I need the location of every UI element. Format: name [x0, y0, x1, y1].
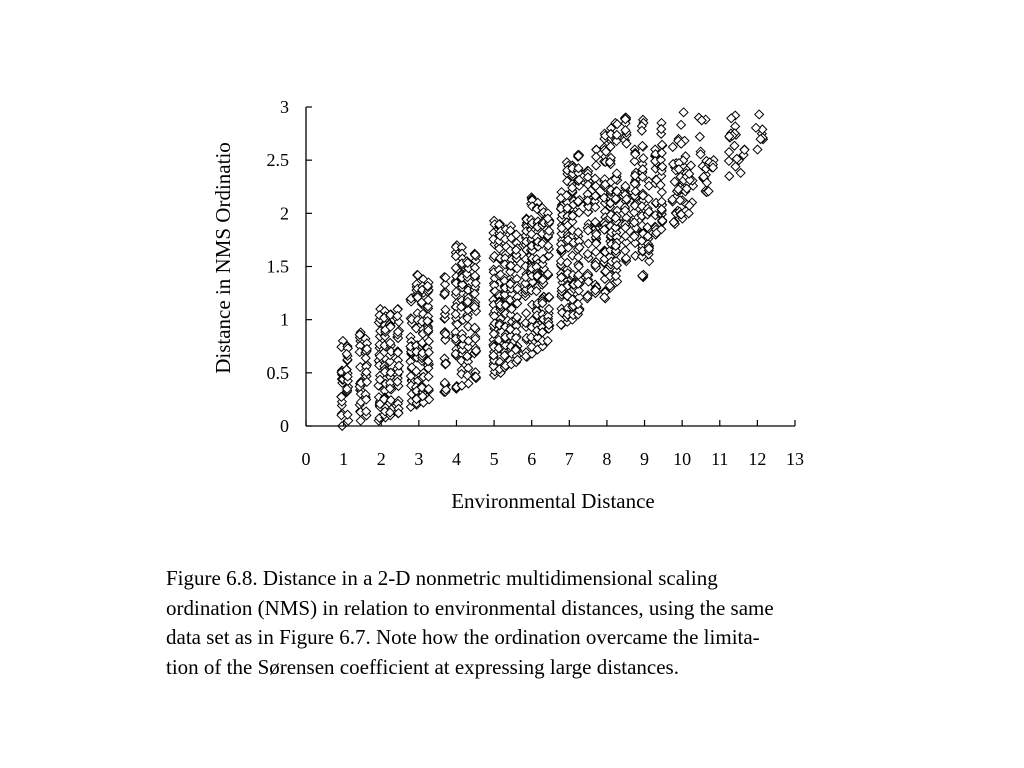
- y-tick-label: 0: [280, 416, 289, 436]
- x-tick-label: 13: [786, 449, 804, 469]
- x-tick-label: 0: [301, 449, 311, 469]
- data-point: [725, 172, 734, 181]
- x-tick-label: 2: [376, 449, 386, 469]
- data-point: [725, 148, 734, 157]
- y-tick-label: 0.5: [266, 362, 289, 383]
- y-tick-label: 1.5: [266, 256, 289, 277]
- data-point: [687, 161, 696, 170]
- data-point: [730, 141, 739, 150]
- y-tick-label: 3: [280, 97, 289, 117]
- data-point: [695, 132, 704, 141]
- data-points: [337, 108, 768, 430]
- y-tick-label: 2: [280, 203, 289, 224]
- x-tick-label: 8: [602, 449, 612, 469]
- data-point: [621, 246, 630, 255]
- x-tick-label: 12: [748, 449, 767, 469]
- data-point: [591, 248, 600, 257]
- data-point: [724, 157, 733, 166]
- x-tick-label: 4: [451, 449, 461, 469]
- x-axis-title: Environmental Distance: [451, 489, 655, 513]
- x-tick-label: 3: [414, 449, 424, 469]
- data-point: [592, 161, 601, 170]
- x-tick-label: 6: [527, 449, 537, 469]
- figure-caption: [166, 564, 926, 682]
- data-point: [592, 152, 601, 161]
- caption-line-2: ordination (NMS) in relation to environmental distances, using the same: [166, 595, 774, 620]
- x-tick-label: 10: [673, 449, 692, 469]
- data-point: [522, 309, 531, 318]
- x-tick-label: 1: [339, 449, 349, 469]
- data-point: [591, 203, 600, 212]
- data-point: [736, 169, 745, 178]
- caption-line-4: tion of the Sørensen coefficient at expressing large distances.: [166, 654, 679, 679]
- x-tick-label: 11: [711, 449, 729, 469]
- caption-line-3: data set as in Figure 6.7. Note how the ordination overcame the limita-: [166, 625, 760, 649]
- data-point: [677, 120, 686, 129]
- data-point: [668, 143, 677, 152]
- x-tick-label: 7: [564, 449, 574, 469]
- y-tick-label: 1: [280, 309, 289, 330]
- y-axis-title: Distance in NMS Ordinatio: [211, 142, 235, 374]
- data-point: [621, 232, 630, 241]
- x-tick-label: 9: [640, 449, 650, 469]
- data-point: [679, 108, 688, 117]
- data-point: [753, 145, 762, 154]
- caption-line-1: Figure 6.8. Distance in a 2-D nonmetric multidimensional scaling: [166, 566, 718, 590]
- data-point: [755, 110, 764, 119]
- data-point: [657, 188, 666, 197]
- y-tick-label: 2.5: [266, 150, 289, 171]
- x-tick-label: 5: [489, 449, 499, 469]
- data-point: [658, 140, 667, 149]
